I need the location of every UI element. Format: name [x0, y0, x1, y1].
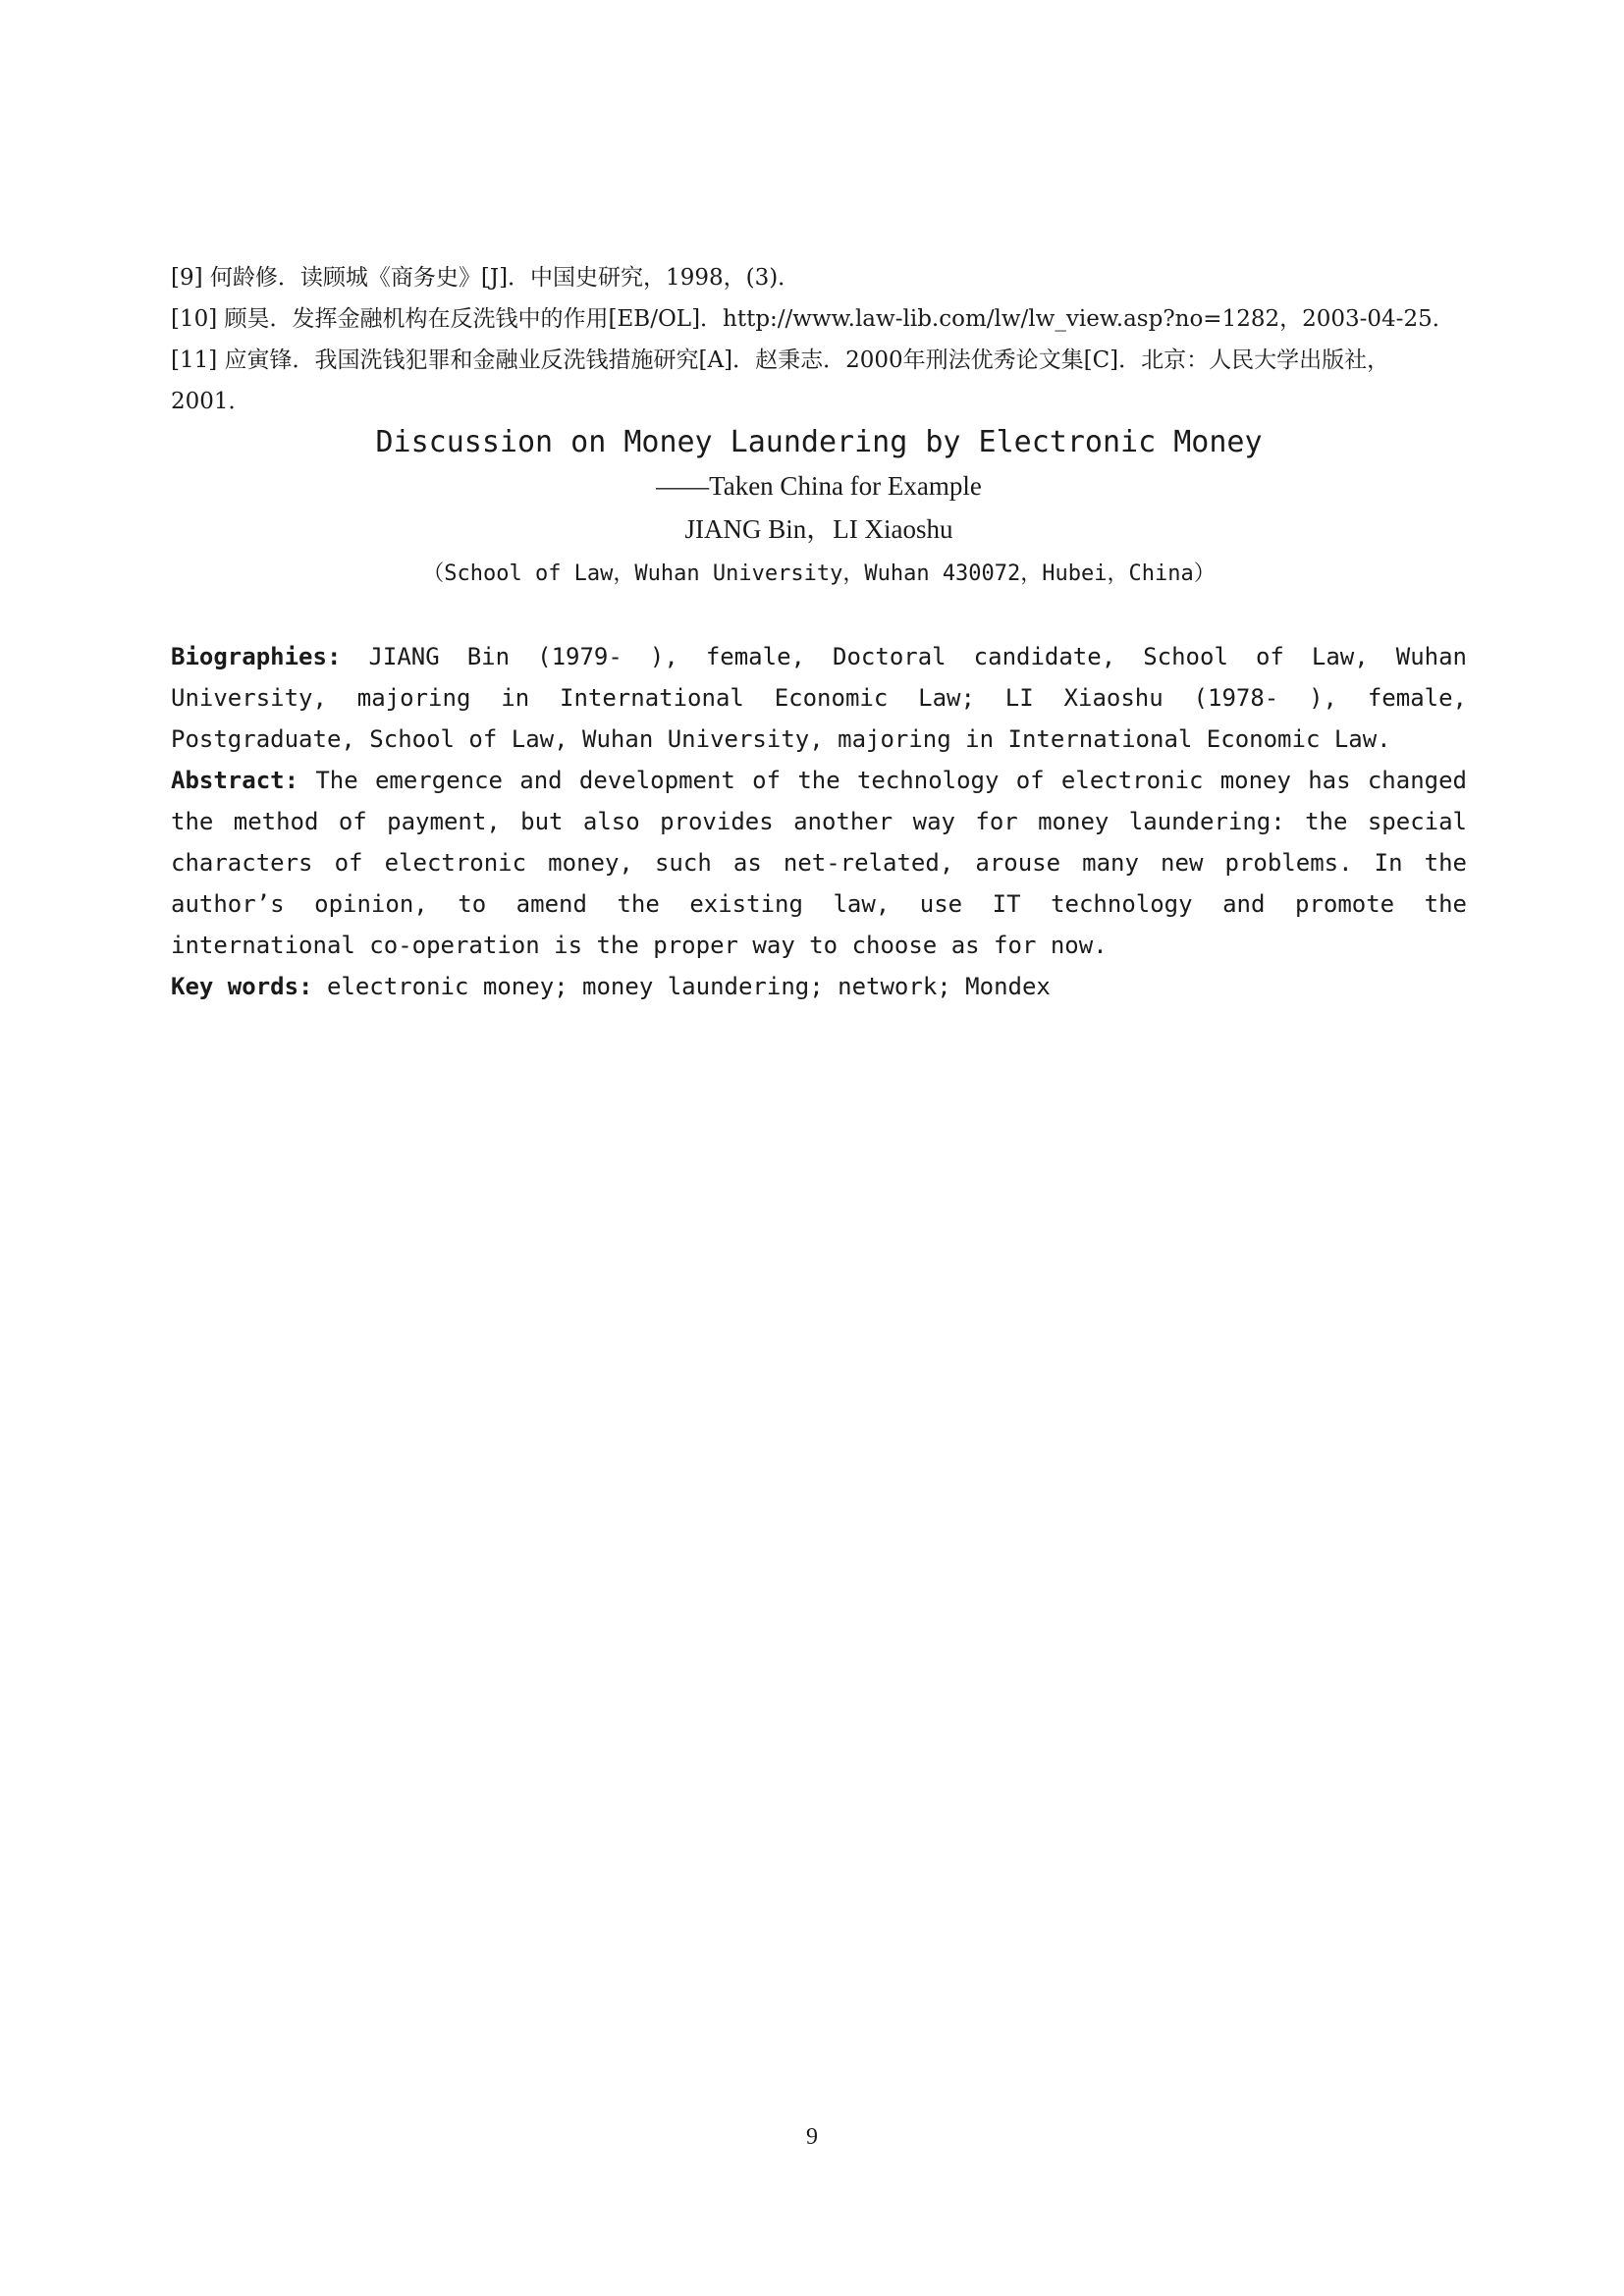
reference-list: [171, 257, 1467, 422]
biographies-text: JIANG Bin (1979- ), female, Doctoral candidate, School of Law, Wuhan University, majoring in International Economic Law; LI Xiaoshu (1978- ), female, Postgraduate, School of Law, Wuhan University, majoring in International Economic Law.: [171, 643, 1467, 753]
page-number: 9: [806, 2124, 818, 2150]
author-affiliation: （School of Law，Wuhan University，Wuhan 430072，Hubei，China）: [422, 561, 1216, 586]
biographies-label: Biographies:: [171, 643, 342, 670]
reference-item: [10] 顾昊．发挥金融机构在反洗钱中的作用[EB/OL]．http://www.law-lib.com/lw/lw_view.asp?no=1282，2003-04-25．: [171, 306, 1455, 332]
english-abstract-section: [171, 636, 1467, 1007]
english-title: Discussion on Money Laundering by Electronic Money: [375, 425, 1263, 459]
biographies-paragraph: [171, 636, 1467, 760]
english-subtitle: ——Taken China for Example: [656, 471, 982, 501]
english-title-block: [171, 420, 1467, 597]
keywords-text: electronic money; money laundering; network; Mondex: [312, 973, 1051, 1000]
keywords-paragraph: [171, 966, 1467, 1007]
abstract-paragraph: [171, 760, 1467, 966]
abstract-label: Abstract:: [171, 767, 299, 794]
reference-item: [9] 何龄修．读顾城《商务史》[J]．中国史研究，1998，(3)．: [171, 265, 801, 291]
keywords-label: Key words:: [171, 973, 313, 1000]
reference-item: [11] 应寅锋．我国洗钱犯罪和金融业反洗钱措施研究[A]．赵秉志．2000年刑法优秀论文集[C]．北京：人民大学出版社，2001．: [171, 347, 1390, 414]
abstract-text: The emergence and development of the technology of electronic money has changed the method of payment, but also provides another way for money laundering: the special characters of electronic money, such as net-related, arouse many new problems. In the author’s opinion, to amend the existing law, use IT technology and promote the international co-operation is the proper way to choose as for now.: [171, 767, 1467, 959]
author-names: JIANG Bin，LI Xiaoshu: [684, 514, 953, 544]
